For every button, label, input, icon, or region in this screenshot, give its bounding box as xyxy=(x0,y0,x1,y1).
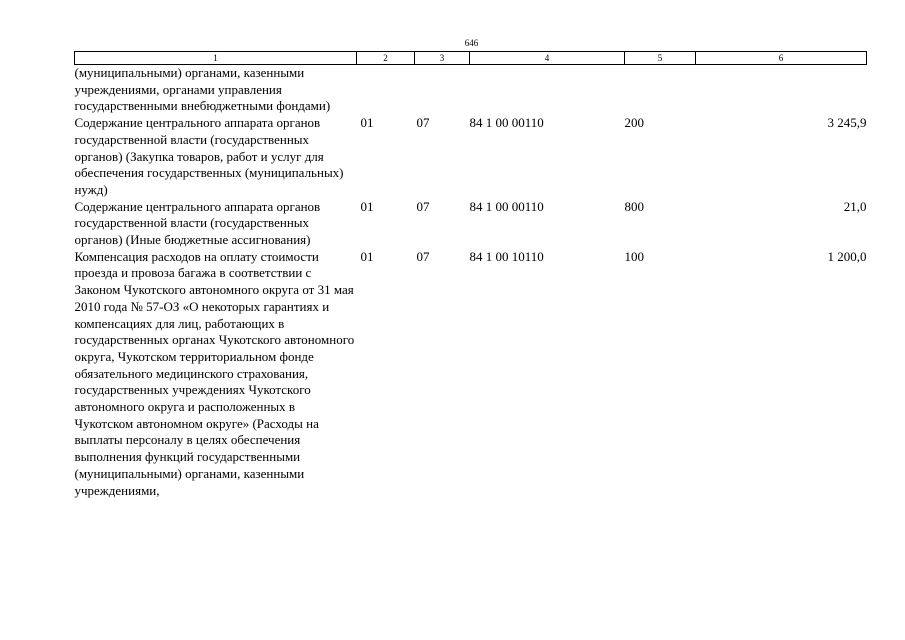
row-name: Содержание центрального аппарата органов государственной власти (государственных органов) (Иные бюджетные ассигнования) xyxy=(74,198,321,248)
row-expense-type: 100 xyxy=(624,248,644,264)
row-amount: 1 200,0 xyxy=(827,248,867,264)
budget-table xyxy=(74,51,867,499)
table-row xyxy=(75,199,867,249)
row-target-article: 84 1 00 10110 xyxy=(469,248,544,264)
row-section: 01 xyxy=(360,198,374,214)
page-number: 646 xyxy=(464,38,479,48)
row-section: 01 xyxy=(360,115,374,131)
table-row xyxy=(75,65,867,116)
row-expense-type xyxy=(625,65,696,116)
row-amount xyxy=(696,65,867,116)
row-subsection: 07 xyxy=(416,198,430,214)
row-name: (муниципальными) органами, казенными учреждениями, органами управления государственными внебюджетными фондами) xyxy=(74,65,331,114)
row-expense-type: 800 xyxy=(624,198,644,214)
column-number-row xyxy=(75,52,867,65)
row-name: Компенсация расходов на оплату стоимости проезда и провоза багажа в соответствии с Законом Чукотского автономного округа от 31 мая 2010 года № 57-ОЗ «О некоторых гарантиях и компенсациях для лиц, работающих в государственных органах Чукотского автономного округа, Чукотском территориальном фонде обязательного медицинского страхования, государственных учреждениях Чукотского автономного округа и расположенных в Чукотском автономном округе» (Расходы на выплаты персоналу в целях обеспечения выполнения функций государственными (муниципальными) органами, казенными учреждениями, xyxy=(74,248,355,498)
row-name: Содержание центрального аппарата органов государственной власти (государственных органов) (Закупка товаров, работ и услуг для обеспечения государственных (муниципальных) нужд) xyxy=(74,115,344,197)
column-header-1: 1 xyxy=(75,52,357,65)
row-subsection xyxy=(415,65,470,116)
table-row xyxy=(75,115,867,199)
column-header-2: 2 xyxy=(357,52,415,65)
row-target-article: 84 1 00 00110 xyxy=(469,198,544,214)
row-amount: 21,0 xyxy=(843,198,867,214)
row-expense-type: 200 xyxy=(624,115,644,131)
row-amount: 3 245,9 xyxy=(827,115,867,131)
table-row xyxy=(75,249,867,500)
row-subsection: 07 xyxy=(416,248,430,264)
row-section: 01 xyxy=(360,248,374,264)
column-header-3: 3 xyxy=(415,52,470,65)
row-subsection: 07 xyxy=(416,115,430,131)
row-target-article xyxy=(470,65,625,116)
column-header-5: 5 xyxy=(625,52,696,65)
column-header-4: 4 xyxy=(470,52,625,65)
column-header-6: 6 xyxy=(696,52,867,65)
row-section xyxy=(357,65,415,116)
row-target-article: 84 1 00 00110 xyxy=(469,115,544,131)
